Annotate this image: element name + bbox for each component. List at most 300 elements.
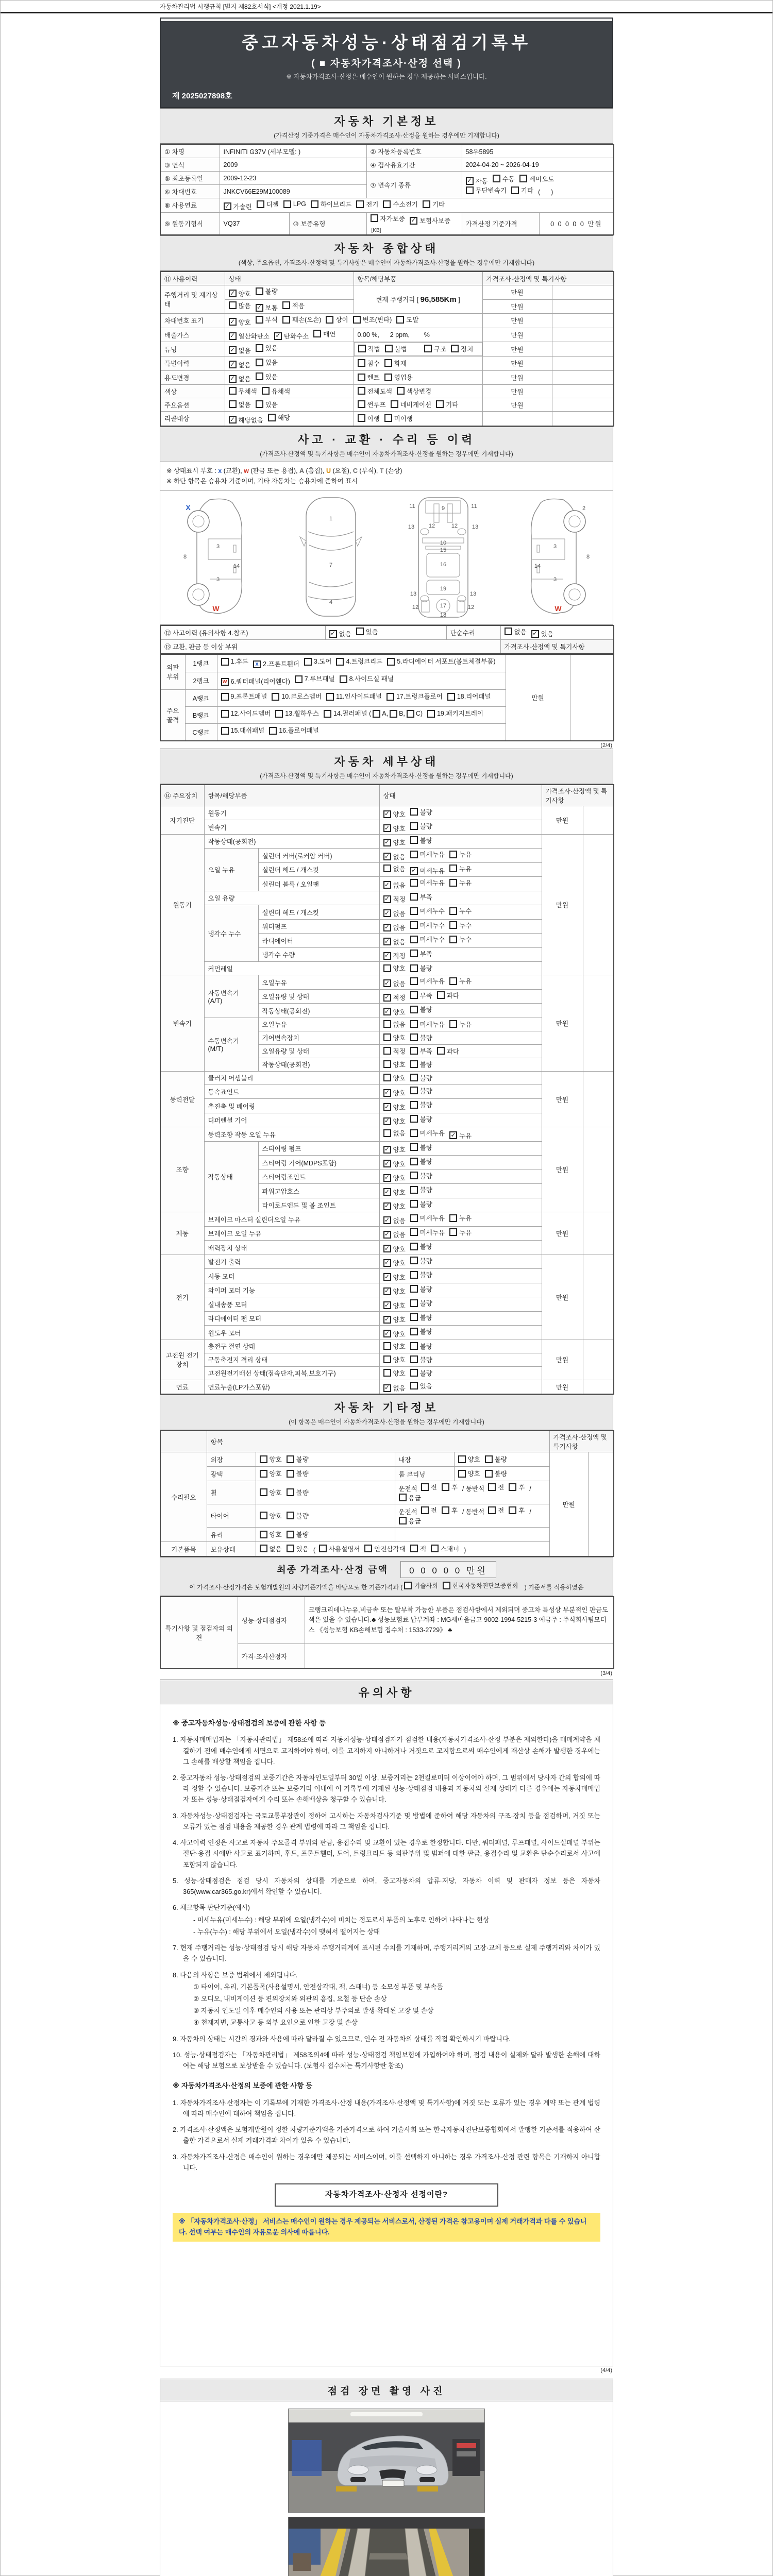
- checkbox-브레이크 오일 누유[interactable]: [449, 1228, 457, 1236]
- table-cell: 충전구 절연 상태: [204, 1340, 379, 1353]
- checkbox-option: [404, 1581, 438, 1590]
- checkbox-실린더 블록 / 오일팬[interactable]: [410, 879, 418, 887]
- checkbox-label: 무단변속기: [475, 187, 507, 194]
- diagram-mark-2: 2: [582, 505, 586, 512]
- checkbox-냉각수 수량[interactable]: [383, 952, 391, 960]
- checkbox-label: 많음: [238, 302, 251, 310]
- checkbox-fuel[interactable]: [311, 200, 318, 208]
- checkbox-커먼레일[interactable]: [383, 964, 391, 972]
- diagram-mark-13: 13: [408, 523, 414, 530]
- checkbox-label: 자동: [475, 178, 488, 185]
- checkbox-동력조향 작동 오일 누유[interactable]: [449, 1131, 457, 1139]
- checkbox-label: 누유: [459, 851, 472, 859]
- option-text: /: [529, 1485, 531, 1493]
- checkbox-오일유량 및 상태[interactable]: [410, 991, 418, 999]
- table-cell: 고전원 전기장치: [160, 1340, 204, 1380]
- diagram-mark-14: 14: [233, 563, 240, 569]
- checkbox-색상[interactable]: [262, 387, 270, 395]
- checkbox-option: [383, 1230, 406, 1239]
- checkbox-주요옵션[interactable]: [256, 400, 263, 408]
- checkbox-배출가스[interactable]: [229, 332, 237, 340]
- checkbox-3.도어[interactable]: [304, 658, 312, 666]
- checkbox-배출가스[interactable]: [313, 330, 321, 337]
- checkbox-15.대쉬패널[interactable]: [221, 727, 229, 735]
- checkbox-fuel[interactable]: [423, 200, 430, 208]
- checkbox-워터펌프[interactable]: [449, 921, 457, 929]
- checkbox-광택[interactable]: [287, 1470, 294, 1478]
- checkbox-충전구 절연 상태[interactable]: [410, 1342, 418, 1350]
- checkbox-튜닝[interactable]: [229, 346, 237, 354]
- table-cell: [482, 412, 552, 426]
- document-number: 제 2025027898호: [172, 92, 232, 100]
- checkbox-라디에이터 팬 모터[interactable]: [383, 1316, 391, 1324]
- diagram-mark-15: 15: [440, 547, 446, 553]
- checkbox-추진축 및 베어링[interactable]: [410, 1101, 418, 1109]
- checkbox-구동축전지 격리 상태[interactable]: [410, 1355, 418, 1363]
- checkbox-스티어링 펌프[interactable]: [410, 1143, 418, 1151]
- notice-title: 유의사항: [358, 1686, 415, 1699]
- checkbox-타이어[interactable]: [287, 1512, 294, 1519]
- checkbox-주행거리 및 계기상태[interactable]: [229, 301, 237, 309]
- checkbox-실린더 헤드 / 개스킷[interactable]: [449, 907, 457, 915]
- checkbox-label: 양호: [269, 1456, 282, 1464]
- checkbox-label: 전체도색: [367, 387, 392, 395]
- checkbox-주요옵션[interactable]: [358, 400, 365, 408]
- checkbox-클러치 어셈블리[interactable]: [410, 1074, 418, 1081]
- checkbox-색상[interactable]: [229, 387, 237, 395]
- checkbox-trans[interactable]: [493, 175, 500, 182]
- checkbox-label: 세미오토: [529, 175, 554, 183]
- table-cell: 만원: [482, 328, 552, 342]
- checkbox-16.플로어패널[interactable]: [269, 727, 277, 735]
- checkbox-휠[interactable]: [442, 1483, 449, 1491]
- checkbox-연료누출(LP가스포함)[interactable]: [383, 1384, 391, 1392]
- checkbox-타이어[interactable]: [399, 1517, 407, 1524]
- checkbox-오일누유[interactable]: [383, 1020, 391, 1028]
- checkbox-label: 화재: [394, 360, 407, 367]
- checkbox-연료누출(LP가스포함)[interactable]: [410, 1382, 418, 1389]
- checkbox-브레이크 오일 누유[interactable]: [383, 1231, 391, 1239]
- legend-code-C: C: [352, 467, 358, 474]
- table-cell: ⑦ 변속기 종류: [366, 172, 462, 198]
- checkbox-1.후드[interactable]: [221, 658, 229, 666]
- checkbox-실린더 커버(로커암 커버)[interactable]: [449, 851, 457, 858]
- checkbox-차대번호 표기[interactable]: [326, 316, 333, 324]
- checkbox-윈도우 모터[interactable]: [383, 1330, 391, 1337]
- checkbox-클러치 어셈블리[interactable]: [383, 1074, 391, 1081]
- checkbox-튜닝[interactable]: [385, 345, 393, 352]
- diagram-mark-8: 8: [586, 553, 590, 560]
- checkbox-label: 양호: [269, 1470, 282, 1478]
- checkbox-오일유량 및 상태[interactable]: [383, 994, 391, 1002]
- checkbox-17.트렁크플로어[interactable]: [386, 693, 394, 701]
- checkbox-label: 있음: [541, 631, 553, 638]
- checkbox-label: 양호: [393, 1288, 406, 1296]
- checkbox-유리[interactable]: [287, 1531, 294, 1538]
- checkbox-실린더 헤드 / 개스킷[interactable]: [449, 865, 457, 872]
- checkbox-작동상태(공회전)[interactable]: [410, 836, 418, 844]
- checkbox-룸 크리닝[interactable]: [485, 1470, 493, 1478]
- checkbox-스티어링 펌프[interactable]: [383, 1146, 391, 1154]
- checkbox-파워고압호스[interactable]: [383, 1188, 391, 1196]
- checkbox-fuel[interactable]: [383, 200, 391, 208]
- checkbox-튜닝[interactable]: [358, 345, 366, 352]
- table-cell: [217, 672, 506, 689]
- checkbox-등속죠인트[interactable]: [383, 1089, 391, 1097]
- checkbox-주요옵션[interactable]: [229, 400, 237, 408]
- checkbox-option: [383, 1020, 406, 1029]
- checkbox-와이퍼 모터 기능[interactable]: [383, 1287, 391, 1295]
- checkbox-fuel[interactable]: [283, 200, 291, 208]
- checkbox-동력조향 작동 오일 누유[interactable]: [383, 1129, 391, 1137]
- checkbox-차대번호 표기[interactable]: [229, 318, 237, 326]
- checkbox-오일누유[interactable]: [410, 977, 418, 985]
- checkbox-실린더 헤드 / 개스킷[interactable]: [383, 909, 391, 917]
- checkbox-내장[interactable]: [458, 1455, 466, 1463]
- checkbox-실린더 헤드 / 개스킷[interactable]: [410, 867, 418, 875]
- checkbox-label: 렌트: [367, 374, 380, 381]
- table-cell: 광택: [207, 1467, 256, 1481]
- checkbox-파워고압호스[interactable]: [410, 1186, 418, 1194]
- checkbox-pillar-B[interactable]: [390, 710, 397, 718]
- table-cell: 2009: [220, 158, 366, 172]
- checkbox-option: [410, 216, 450, 225]
- checkbox-브레이크 오일 누유[interactable]: [410, 1228, 418, 1236]
- checkbox-특별이력[interactable]: [384, 359, 392, 367]
- checkbox-10.크로스멤버[interactable]: [272, 693, 279, 701]
- checkbox-warranty[interactable]: [410, 217, 417, 225]
- checkbox-19.패키지트레이[interactable]: [427, 710, 435, 718]
- checkbox-basic-items[interactable]: [431, 1545, 439, 1552]
- checkbox-스티어링 기어(MDPS포함)[interactable]: [410, 1158, 418, 1165]
- checkbox-배출가스[interactable]: [274, 332, 282, 340]
- checkbox-11.인사이드패널[interactable]: [326, 693, 334, 701]
- checkbox-타이어[interactable]: [509, 1506, 516, 1514]
- checkbox-label: 있음: [365, 628, 378, 636]
- checkbox-basic-items[interactable]: [319, 1545, 327, 1552]
- checkbox-등속죠인트[interactable]: [410, 1087, 418, 1094]
- checkbox-오일 유량[interactable]: [383, 895, 391, 903]
- checkbox-option: [383, 963, 406, 973]
- checkbox-타이어[interactable]: [488, 1506, 496, 1514]
- checkbox-label: 부족: [419, 992, 432, 999]
- checkbox-변속기[interactable]: [383, 824, 391, 832]
- checkbox-accident[interactable]: [356, 628, 364, 635]
- checkbox-9.프론트패널[interactable]: [221, 693, 229, 701]
- checkbox-label: 불량: [419, 837, 432, 844]
- table-cell: [379, 849, 542, 863]
- checkbox-특별이력[interactable]: [358, 359, 365, 367]
- pillar-close: ): [420, 709, 423, 717]
- checkbox-option: [282, 301, 305, 310]
- checkbox-option: [221, 656, 249, 668]
- checkbox-오일유량 및 상태[interactable]: [437, 991, 445, 999]
- checkbox-발전기 출력[interactable]: [383, 1259, 391, 1267]
- checkbox-휠[interactable]: [509, 1483, 516, 1491]
- checkbox-basic-items[interactable]: [410, 1545, 418, 1552]
- checkbox-option: [224, 202, 252, 211]
- checkbox-option: [399, 1493, 421, 1502]
- checkbox-label: 불량: [419, 1343, 432, 1350]
- checkbox-용도변경[interactable]: [256, 372, 263, 380]
- checkbox-pillar-C[interactable]: [407, 710, 414, 718]
- checkbox-충전구 절연 상태[interactable]: [383, 1342, 391, 1350]
- checkbox-차대번호 표기[interactable]: [396, 316, 404, 324]
- checkbox-실린더 커버(로커암 커버)[interactable]: [410, 851, 418, 858]
- checkbox-휠[interactable]: [260, 1488, 267, 1496]
- checkbox-simple-repair[interactable]: [531, 630, 539, 638]
- checkbox-브레이크 마스터 실린더오일 누유[interactable]: [410, 1214, 418, 1222]
- checkbox-option: [509, 1482, 525, 1492]
- checkbox-원동기[interactable]: [410, 808, 418, 816]
- checkbox-라디에이터[interactable]: [383, 938, 391, 945]
- checkbox-외장[interactable]: [260, 1455, 267, 1463]
- checkbox-커먼레일[interactable]: [410, 964, 418, 972]
- checkbox-작동상태(공회전)[interactable]: [383, 1060, 391, 1068]
- checkbox-타이어[interactable]: [442, 1506, 449, 1514]
- table-cell: 외장: [207, 1452, 256, 1467]
- checkbox-option: [410, 1060, 432, 1069]
- checkbox-6.쿼터패널(리어휀다)[interactable]: w: [221, 678, 229, 686]
- checkbox-차대번호 표기[interactable]: [282, 316, 290, 324]
- checkbox-option: [410, 1381, 432, 1391]
- checkbox-fuel[interactable]: [257, 200, 264, 208]
- checkbox-디퍼렌셜 기어[interactable]: [410, 1115, 418, 1123]
- checkbox-디퍼렌셜 기어[interactable]: [383, 1117, 391, 1125]
- checkbox-주행거리 및 계기상태[interactable]: [256, 304, 263, 312]
- page-marker-2: (2/4): [600, 742, 612, 749]
- table-cell: 연료: [160, 1380, 204, 1394]
- checkbox-실린더 블록 / 오일팬[interactable]: [449, 879, 457, 887]
- checkbox-오일유량 및 상태[interactable]: [383, 1047, 391, 1055]
- checkbox-4.트렁크리드[interactable]: [336, 658, 344, 666]
- checkbox-구동축전지 격리 상태[interactable]: [383, 1355, 391, 1363]
- checkbox-14.필러패널[interactable]: [324, 710, 331, 718]
- checkbox-7.루브패널[interactable]: [295, 675, 303, 683]
- checkbox-스티어링 기어(MDPS포함)[interactable]: [383, 1160, 391, 1167]
- checkbox-차대번호 표기[interactable]: [256, 316, 263, 324]
- checkbox-option: [410, 850, 445, 859]
- table-cell: 만원: [542, 975, 583, 1072]
- checkbox-13.휠하우스[interactable]: [275, 710, 283, 718]
- checkbox-타이로드엔드 및 볼 조인트[interactable]: [383, 1202, 391, 1210]
- checkbox-fuel[interactable]: [224, 202, 231, 210]
- table-cell: [379, 877, 542, 891]
- checkbox-18.리어패널[interactable]: [447, 693, 455, 701]
- checkbox-튜닝[interactable]: [451, 345, 459, 352]
- checkbox-냉각수 수량[interactable]: [410, 950, 418, 957]
- checkbox-배력장치 상태[interactable]: [383, 1245, 391, 1252]
- checkbox-label: 없음: [269, 1545, 282, 1553]
- checkbox-실린더 헤드 / 개스킷[interactable]: [383, 865, 391, 872]
- checkbox-기어변속장치[interactable]: [383, 1033, 391, 1041]
- checkbox-standard[interactable]: [404, 1582, 412, 1589]
- checkbox-광택[interactable]: [260, 1470, 267, 1478]
- checkbox-라디에이터[interactable]: [449, 936, 457, 943]
- checkbox-pillar-A[interactable]: [373, 710, 380, 718]
- checkbox-튜닝[interactable]: [256, 344, 263, 352]
- checkbox-시동 모터[interactable]: [383, 1273, 391, 1281]
- checkbox-윈도우 모터[interactable]: [410, 1328, 418, 1335]
- checkbox-고전원전기배선 상태(접속단자,피복,보호기구)[interactable]: [383, 1369, 391, 1377]
- checkbox-label: 없음: [238, 347, 251, 354]
- checkbox-유리[interactable]: [260, 1531, 267, 1538]
- table-cell: [379, 1184, 542, 1198]
- checkbox-작동상태(공회전)[interactable]: [410, 1006, 418, 1013]
- table-cell: 항목/해당부품: [204, 785, 379, 806]
- checkbox-차대번호 표기[interactable]: [353, 316, 361, 324]
- checkbox-발전기 출력[interactable]: [410, 1257, 418, 1264]
- checkbox-option: [364, 1544, 405, 1553]
- checkbox-실내송풍 모터[interactable]: [410, 1299, 418, 1307]
- table-cell: [220, 198, 614, 213]
- checkbox-trans[interactable]: [466, 187, 474, 194]
- checkbox-와이퍼 모터 기능[interactable]: [410, 1285, 418, 1293]
- checkbox-8.사이드실 패널[interactable]: [340, 675, 347, 683]
- checkbox-타이어[interactable]: [421, 1506, 429, 1514]
- checkbox-standard[interactable]: [443, 1582, 450, 1589]
- checkbox-오일누유[interactable]: [449, 977, 457, 985]
- checkbox-label: 장치: [461, 345, 474, 353]
- checkbox-추진축 및 베어링[interactable]: [383, 1103, 391, 1111]
- checkbox-오일누유[interactable]: [410, 1020, 418, 1028]
- table-cell: 동력조향 작동 오일 누유: [204, 1127, 379, 1142]
- checkbox-실내송풍 모터[interactable]: [383, 1301, 391, 1309]
- checkbox-타이어[interactable]: [260, 1512, 267, 1519]
- checkbox-룸 크리닝[interactable]: [458, 1470, 466, 1478]
- checkbox-브레이크 마스터 실린더오일 누유[interactable]: [383, 1216, 391, 1224]
- checkbox-trans[interactable]: [519, 175, 527, 182]
- part-label: 5.라디에이터 서포트(볼트체결부품): [397, 658, 496, 665]
- checkbox-option: [260, 1544, 282, 1553]
- checkbox-label: 상이: [335, 316, 348, 324]
- checkbox-오일유량 및 상태[interactable]: [410, 1047, 418, 1055]
- checkbox-option: [458, 1469, 480, 1478]
- checkbox-실린더 커버(로커암 커버)[interactable]: [383, 853, 391, 860]
- checkbox-시동 모터[interactable]: [410, 1271, 418, 1279]
- checkbox-기어변속장치[interactable]: [410, 1033, 418, 1041]
- diagram-mark-12: 12: [428, 522, 435, 529]
- checkbox-라디에이터 팬 모터[interactable]: [410, 1313, 418, 1321]
- checkbox-basic-items[interactable]: [287, 1545, 294, 1552]
- checkbox-주행거리 및 계기상태[interactable]: [282, 301, 290, 309]
- checkbox-작동상태(공회전)[interactable]: [410, 1060, 418, 1068]
- checkbox-fuel[interactable]: [356, 200, 364, 208]
- checkbox-리콜대상[interactable]: [358, 414, 365, 422]
- checkbox-basic-items[interactable]: [260, 1545, 267, 1552]
- checkbox-주요옵션[interactable]: [391, 400, 398, 408]
- checkbox-용도변경[interactable]: [384, 374, 392, 381]
- notice-item: 1. 자동차가격조사·산정자는 이 기록부에 기재한 가격조사·산정 내용(가격조사·산정액 및 특기사항)에 거짓 또는 오류가 있는 경우 계약 또는 관계 법령에 따라 매수인에 대하여 책임을 집니다.: [173, 2098, 600, 2118]
- document-title: 중고자동차성능·상태점검기록부: [241, 33, 532, 52]
- checkbox-label: 양호: [393, 965, 406, 973]
- checkbox-주행거리 및 계기상태[interactable]: [229, 290, 237, 297]
- checkbox-option: [410, 836, 432, 845]
- misc-section-header: [160, 1395, 613, 1430]
- checkbox-배력장치 상태[interactable]: [410, 1243, 418, 1250]
- checkbox-5.라디에이터 서포트(볼트체결부품)[interactable]: [387, 658, 395, 666]
- checkbox-주행거리 및 계기상태[interactable]: [256, 287, 263, 295]
- checkbox-작동상태(공회전)[interactable]: [383, 839, 391, 846]
- checkbox-워터펌프[interactable]: [383, 924, 391, 931]
- table-cell: 항목: [207, 1431, 549, 1452]
- checkbox-accident[interactable]: [329, 630, 337, 638]
- checkbox-리콜대상[interactable]: [268, 414, 276, 421]
- checkbox-색상[interactable]: [397, 387, 405, 395]
- checkbox-변속기[interactable]: [410, 822, 418, 830]
- checkbox-특별이력[interactable]: [229, 361, 237, 368]
- checkbox-오일유량 및 상태[interactable]: [437, 1047, 445, 1055]
- table-cell: [379, 1031, 542, 1044]
- checkbox-휠[interactable]: [421, 1483, 429, 1491]
- checkbox-label: 없음: [238, 361, 251, 369]
- diagram-mark-17: 17: [440, 602, 446, 609]
- inspection-photo-car-front: [288, 2409, 485, 2513]
- checkbox-내장[interactable]: [485, 1455, 493, 1463]
- checkbox-특별이력[interactable]: [256, 359, 263, 366]
- table-cell: [379, 1004, 542, 1018]
- checkbox-실린더 블록 / 오일팬[interactable]: [383, 881, 391, 889]
- checkbox-basic-items[interactable]: [364, 1545, 372, 1552]
- table-cell: ⑤ 최초등록일: [160, 172, 220, 185]
- checkbox-주요옵션[interactable]: [436, 400, 444, 408]
- checkbox-trans[interactable]: [466, 177, 474, 185]
- table-cell: 실내송풍 모터: [204, 1297, 379, 1312]
- checkbox-용도변경[interactable]: [229, 375, 237, 383]
- checkbox-warranty[interactable]: [371, 214, 378, 222]
- checkbox-label: 영업용: [394, 374, 413, 381]
- checkbox-simple-repair[interactable]: [505, 628, 512, 635]
- checkbox-작동상태(공회전)[interactable]: [383, 1008, 391, 1015]
- checkbox-동력조향 작동 오일 누유[interactable]: [410, 1129, 418, 1137]
- checkbox-실린더 헤드 / 개스킷[interactable]: [410, 907, 418, 915]
- checkbox-오일누유[interactable]: [449, 1020, 457, 1028]
- checkbox-label: 양호: [467, 1456, 480, 1464]
- checkbox-용도변경[interactable]: [358, 374, 365, 381]
- checkbox-휠[interactable]: [488, 1483, 496, 1491]
- photos-section-header: [160, 2379, 613, 2401]
- table-cell: [379, 1269, 542, 1283]
- checkbox-휠[interactable]: [287, 1488, 294, 1496]
- checkbox-튜닝[interactable]: [424, 345, 432, 352]
- checkbox-외장[interactable]: [287, 1455, 294, 1463]
- checkbox-스티어링조인트[interactable]: [383, 1174, 391, 1182]
- checkbox-리콜대상[interactable]: [384, 414, 392, 422]
- checkbox-스티어링조인트[interactable]: [410, 1172, 418, 1179]
- checkbox-고전원전기배선 상태(접속단자,피복,보호기구)[interactable]: [410, 1369, 418, 1377]
- checkbox-브레이크 마스터 실린더오일 누유[interactable]: [449, 1214, 457, 1222]
- table-cell: [256, 1504, 395, 1528]
- checkbox-휠[interactable]: [399, 1494, 407, 1501]
- checkbox-워터펌프[interactable]: [410, 921, 418, 929]
- table-cell: [225, 412, 354, 426]
- checkbox-원동기[interactable]: [383, 810, 391, 818]
- checkbox-label: 있음: [265, 359, 278, 366]
- checkbox-타이로드엔드 및 볼 조인트[interactable]: [410, 1200, 418, 1208]
- checkbox-오일 유량[interactable]: [410, 893, 418, 901]
- checkbox-option: [383, 1315, 406, 1324]
- checkbox-오일누유[interactable]: [383, 979, 391, 987]
- checkbox-리콜대상[interactable]: [229, 416, 237, 423]
- table-cell: [379, 862, 542, 877]
- checkbox-option: [410, 1544, 426, 1553]
- checkbox-2.프론트휀더[interactable]: x: [253, 660, 261, 668]
- checkbox-trans[interactable]: [511, 187, 519, 194]
- checkbox-라디에이터[interactable]: [410, 936, 418, 943]
- checkbox-12.사이드멤버[interactable]: [221, 710, 229, 718]
- checkbox-색상[interactable]: [358, 387, 365, 395]
- table-cell: ⑥ 차대번호: [160, 185, 220, 198]
